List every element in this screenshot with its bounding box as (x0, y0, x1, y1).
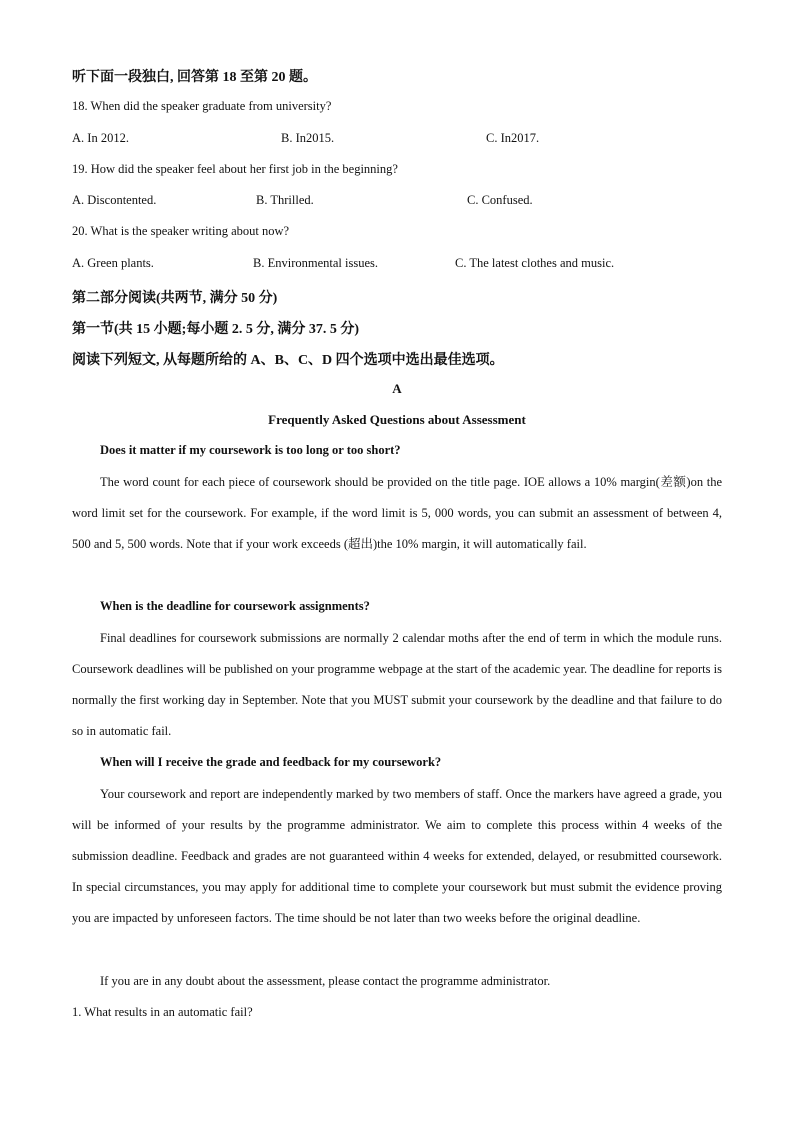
question-19-option-b: B. Thrilled. (256, 193, 314, 207)
faq-question-3: When will I receive the grade and feedback for my coursework? (100, 755, 442, 769)
passage-letter: A (392, 381, 402, 396)
faq-answer-2-text: Final deadlines for coursework submissions are normally 2 calendar moths after the end of term in which the module runs. Coursework deadlines will be published on your programme webpage at the start of the academic year. The deadline for reports is normally the first working day in September. Note that you MUST submit your coursework by the deadline and that failure to do so in automatic fail. (72, 631, 722, 738)
question-18-option-b: B. In2015. (281, 131, 335, 145)
question-20-stem: 20. What is the speaker writing about now? (72, 224, 290, 238)
question-20-option-b: B. Environmental issues. (253, 256, 378, 270)
listening-instruction: 听下面一段独白, 回答第 18 至第 20 题。 (72, 70, 317, 85)
question-18-option-a: A. In 2012. (72, 131, 129, 145)
question-18-option-c: C. In2017. (486, 131, 540, 145)
reading-question-1: 1. What results in an automatic fail? (72, 1005, 253, 1019)
reading-directions: 阅读下列短文, 从每题所给的 A、B、C、D 四个选项中选出最佳选项。 (72, 353, 504, 368)
part-title: 第二部分阅读(共两节, 满分 50 分) (72, 291, 278, 306)
question-20-option-c: C. The latest clothes and music. (455, 256, 615, 270)
faq-answer-3-text: Your coursework and report are independently marked by two members of staff. Once the markers have agreed a grade, you will be informed of your results by the programme administrator. We aim to complete this process within 4 weeks of the submission deadline. Feedback and grades are not guaranteed within 4 weeks for extended, delayed, or resubmitted coursework. In special circumstances, you may apply for additional time to complete your coursework but must submit the evidence proving you are impacted by unforeseen factors. The time should be not later than two weeks before the original deadline. (72, 787, 722, 925)
passage-closing (72, 966, 722, 997)
subsection-title: 第一节(共 15 小题;每小题 2. 5 分, 满分 37. 5 分) (72, 322, 359, 337)
faq-answer-1 (72, 467, 722, 560)
question-19-option-c: C. Confused. (467, 193, 533, 207)
passage-title: Frequently Asked Questions about Assessment (268, 412, 526, 427)
faq-answer-1-text: The word count for each piece of coursework should be provided on the title page. IOE allows a 10% margin(差额)on the word limit set for the coursework. For example, if the word limit is 5, 000 words, you can submit an assessment of between 4, 500 and 5, 500 words. Note that if your work exceeds (超出)the 10% margin, it will automatically fail. (72, 475, 722, 551)
faq-answer-3 (72, 779, 722, 934)
faq-question-1: Does it matter if my coursework is too long or too short? (100, 443, 401, 457)
faq-answer-2 (72, 623, 722, 747)
passage-closing-text: If you are in any doubt about the assessment, please contact the programme administrator. (100, 974, 551, 988)
faq-question-2: When is the deadline for coursework assignments? (100, 599, 370, 613)
question-18-stem: 18. When did the speaker graduate from university? (72, 99, 332, 113)
question-20-option-a: A. Green plants. (72, 256, 154, 270)
question-19-stem: 19. How did the speaker feel about her first job in the beginning? (72, 162, 398, 176)
question-19-option-a: A. Discontented. (72, 193, 157, 207)
